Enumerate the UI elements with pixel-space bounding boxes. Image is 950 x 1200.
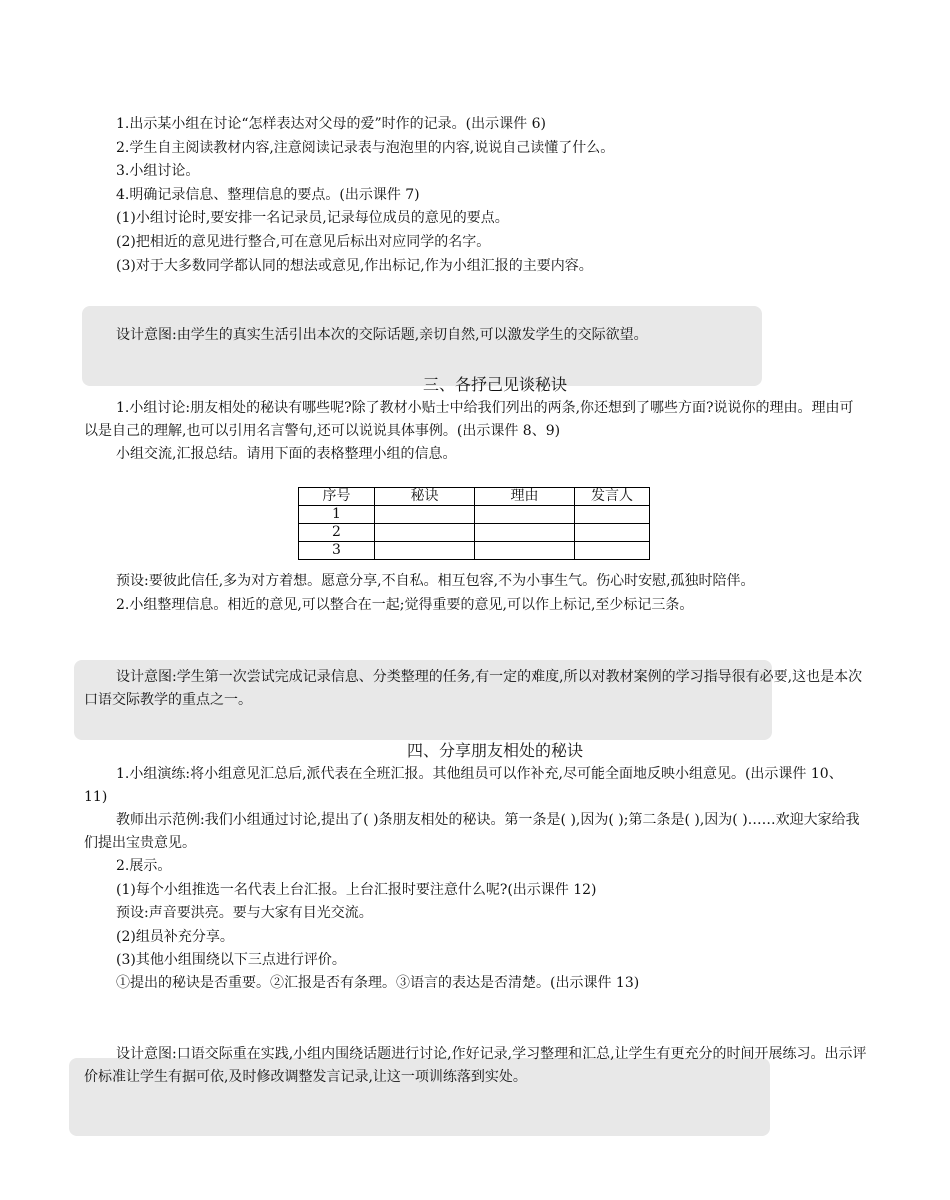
table-row bbox=[299, 506, 650, 524]
design-intent-text: 设计意图:学生第一次尝试完成记录信息、分类整理的任务,有一定的难度,所以对教材案例的学习指导很有必要,这也是本次口语交际教学的重点之一。 bbox=[84, 669, 863, 708]
paragraph: 小组交流,汇报总结。请用下面的表格整理小组的信息。 bbox=[116, 446, 457, 462]
secrets-table bbox=[298, 487, 650, 560]
table-cell bbox=[575, 542, 650, 560]
table-cell bbox=[475, 542, 575, 560]
paragraph: 教师出示范例:我们小组通过讨论,提出了( )条朋友相处的秘诀。第一条是( ),因为( );第二条是( ),因为( )……欢迎大家给我们提出宝贵意见。 bbox=[84, 812, 860, 851]
text-line: (1)每个小组推选一名代表上台汇报。上台汇报时要注意什么呢?(出示课件 12) bbox=[116, 882, 597, 898]
table-header-cell: 理由 bbox=[475, 488, 575, 506]
table-cell: 3 bbox=[299, 542, 375, 560]
table-cell bbox=[475, 524, 575, 542]
text-line: (2)把相近的意见进行整合,可在意见后标出对应同学的名字。 bbox=[116, 234, 491, 250]
design-intent-text: 设计意图:由学生的真实生活引出本次的交际话题,亲切自然,可以激发学生的交际欲望。 bbox=[116, 327, 648, 343]
table-cell bbox=[575, 506, 650, 524]
text-line: 2.学生自主阅读教材内容,注意阅读记录表与泡泡里的内容,说说自己读懂了什么。 bbox=[116, 140, 615, 156]
text-line: 4.明确记录信息、整理信息的要点。(出示课件 7) bbox=[116, 187, 420, 203]
text-line: (3)对于大多数同学都认同的想法或意见,作出标记,作为小组汇报的主要内容。 bbox=[116, 258, 593, 274]
text-line: (3)其他小组围绕以下三点进行评价。 bbox=[116, 952, 346, 968]
paragraph: 1.小组演练:将小组意见汇总后,派代表在全班汇报。其他组员可以作补充,尽可能全面地反映小组意见。(出示课件 10、11) bbox=[84, 766, 843, 805]
design-intent-text: 设计意图:口语交际重在实践,小组内围绕话题进行讨论,作好记录,学习整理和汇总,让学生有更充分的时间开展练习。出示评价标准让学生有据可依,及时修改调整发言记录,让这一项训练落到实处。 bbox=[84, 1046, 867, 1085]
section-heading: 四、分享朋友相处的秘诀 bbox=[406, 741, 583, 760]
table-cell bbox=[575, 524, 650, 542]
table-header-cell: 序号 bbox=[299, 488, 375, 506]
table-cell bbox=[375, 524, 475, 542]
text-line: ①提出的秘诀是否重要。②汇报是否有条理。③语言的表达是否清楚。(出示课件 13) bbox=[116, 975, 640, 991]
text-line: 预设:要彼此信任,多为对方着想。愿意分享,不自私。相互包容,不为小事生气。伤心时安慰,孤独时陪伴。 bbox=[116, 573, 755, 589]
table-cell bbox=[375, 506, 475, 524]
text-line: 1.出示某小组在讨论“怎样表达对父母的爱”时作的记录。(出示课件 6) bbox=[116, 116, 546, 132]
table-row bbox=[299, 524, 650, 542]
table-cell: 1 bbox=[299, 506, 375, 524]
table-row bbox=[299, 542, 650, 560]
section-heading: 三、各抒己见谈秘诀 bbox=[422, 375, 567, 394]
table-cell: 2 bbox=[299, 524, 375, 542]
text-line: 2.小组整理信息。相近的意见,可以整合在一起;觉得重要的意见,可以作上标记,至少标记三条。 bbox=[116, 597, 694, 613]
text-line: 2.展示。 bbox=[116, 858, 172, 874]
table-header-cell: 发言人 bbox=[575, 488, 650, 506]
text-line: (2)组员补充分享。 bbox=[116, 929, 234, 945]
text-line: (1)小组讨论时,要安排一名记录员,记录每位成员的意见的要点。 bbox=[116, 210, 509, 226]
table-header-cell: 秘诀 bbox=[375, 488, 475, 506]
paragraph: 1.小组讨论:朋友相处的秘诀有哪些呢?除了教材小贴士中给我们列出的两条,你还想到了哪些方面?说说你的理由。理由可以是自己的理解,也可以引用名言警句,还可以说说具体事例。(出示课件 8、9) bbox=[84, 400, 854, 439]
table-header-row bbox=[299, 488, 650, 506]
table-cell bbox=[375, 542, 475, 560]
table-cell bbox=[475, 506, 575, 524]
text-line: 预设:声音要洪亮。要与大家有目光交流。 bbox=[116, 905, 373, 921]
text-line: 3.小组讨论。 bbox=[116, 163, 200, 179]
